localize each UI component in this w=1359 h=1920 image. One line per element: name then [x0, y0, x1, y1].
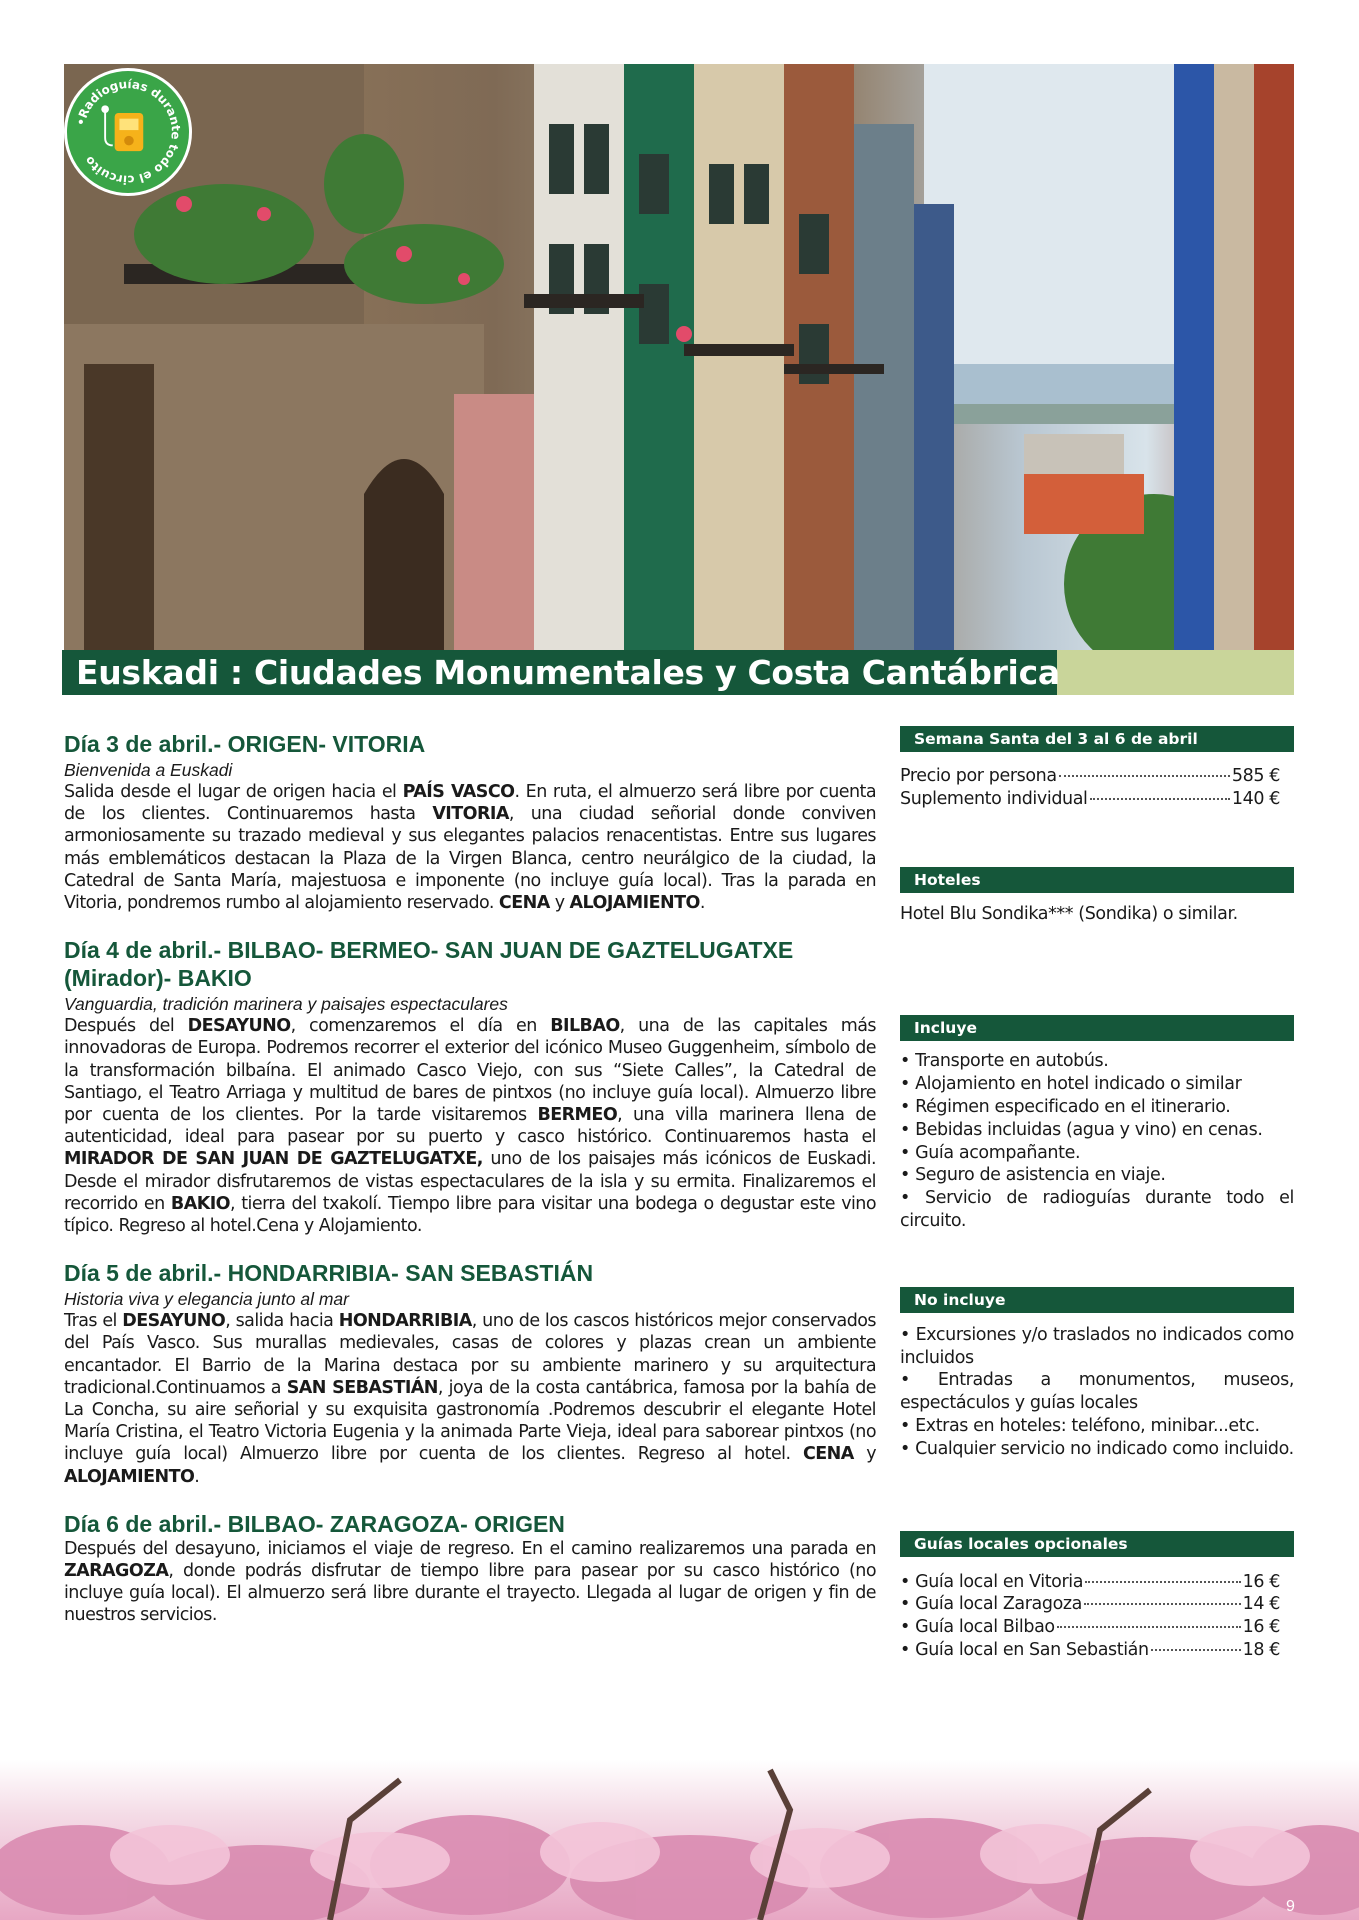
day-section [64, 1510, 876, 1627]
prices-list [900, 765, 1294, 811]
dot-leader [1090, 798, 1230, 800]
prices-heading: Semana Santa del 3 al 6 de abril [900, 726, 1294, 752]
day-heading: Día 4 de abril.- BILBAO- BERMEO- SAN JUAN DE GAZTELUGATXE (Mirador)- BAKIO [64, 937, 794, 992]
body-text: , donde podrás disfrutar de tiempo libre para pasear por su casco histórico (no incluye guía local). El almuerzo será libre durante el trayecto. Llegada al lugar de origen y fin de nuestros servicios. [64, 1561, 876, 1626]
day-subtitle: Bienvenida a Euskadi [64, 760, 233, 780]
excludes-list [900, 1324, 1294, 1461]
day-subtitle: Vanguardia, tradición marinera y paisajes espectaculares [64, 994, 508, 1015]
list-item: • Guía acompañante. [900, 1142, 1081, 1163]
row-label: • Guía local Zaragoza [900, 1594, 1082, 1615]
list-item: • Transporte en autobús. [900, 1051, 1109, 1072]
body-text: , uno de los cascos históricos mejor conservados del País Vasco. Sus murallas medievales, casas de colores y plazas crean un ambiente encantador. El Barrio de la Marina destaca por su ambiente marinero y su arquitectura tradicional.Continuamos a [64, 1311, 876, 1398]
cherry-blossom-footer [0, 1760, 1359, 1920]
body-text: , tierra del txakolí. Tiempo libre para visitar una bodega o degustar este vino típico. Regreso al hotel.Cena y Alojamiento. [64, 1193, 877, 1237]
list-item: • Bebidas incluidas (agua y vino) en cenas. [900, 1119, 1263, 1140]
radioguide-badge [64, 68, 192, 196]
highlight-text: DESAYUNO [187, 1016, 291, 1037]
day-heading: Día 6 de abril.- BILBAO- ZARAGOZA- ORIGEN [64, 1510, 565, 1537]
hotels-heading: Hoteles [900, 867, 1294, 893]
body-text: uno de los paisajes más icónicos de Euskadi. Desde el mirador disfrutaremos de vistas espectaculares de la isla y su ermita. Finalizaremos el recorrido en [64, 1149, 876, 1214]
body-text: , salida hacia [225, 1311, 339, 1332]
price-row [900, 1639, 1280, 1662]
body-text: Salida desde el lugar de origen hacia el [64, 782, 403, 802]
highlight-text: BERMEO [537, 1105, 618, 1126]
badge-text: •Radioguías durante todo el circuito [73, 77, 183, 187]
highlight-text: HONDARRIBIA [338, 1311, 472, 1332]
list-item: • Excursiones y/o traslados no indicados como incluidos [900, 1324, 1294, 1368]
body-text: . En ruta, el almuerzo será libre por cuenta de los clientes. Continuaremos hasta [64, 782, 876, 825]
body-text: , una ciudad señorial donde conviven armoniosamente su trazado medieval y sus elegantes palacios renacentistas. Entre sus lugares más emblemáticos destacan la Plaza de la Virgen Blanca, centro neurálgico de la ciudad, la Catedral de Santa María, majestuosa e imponente (no incluye guía local). Tras la parada en Vitoria, pondremos rumbo al alojamiento reservado. [64, 804, 876, 914]
title-accent-bar [1057, 650, 1294, 695]
info-column [900, 726, 1294, 1662]
hotels-text: Hotel Blu Sondika*** (Sondika) o similar. [900, 903, 1238, 924]
row-label: Suplemento individual [900, 788, 1088, 809]
dot-leader [1057, 1626, 1241, 1628]
page-number: 9 [1286, 1898, 1295, 1915]
highlight-text: MIRADOR DE SAN JUAN DE GAZTELUGATXE, [64, 1149, 483, 1170]
list-item: • Cualquier servicio no indicado como incluido. [900, 1438, 1294, 1459]
dot-leader [1151, 1649, 1241, 1651]
list-item: • Extras en hoteles: teléfono, minibar...etc. [900, 1415, 1260, 1436]
body-text: , una de las capitales más innovadoras de Europa. Podremos recorrer el exterior del icónico Museo Guggenheim, símbolo de la transformación bilbaína. El animado Casco Viejo, con sus “Siete Calles”, la Catedral de Santiago, el Teatro Arriaga y multitud de bares de pintxos (no incluye guía local). Almuerzo libre por cuenta de los clientes. Por la tarde visitaremos [64, 1016, 876, 1126]
body-text: , joya de la costa cantábrica, famosa por la bahía de La Concha, su aire señorial y su exquisita gastronomía .Podremos descubrir el elegante Hotel María Cristina, el Teatro Victoria Eugenia y la animada Parte Vieja, ideal para saborear pintxos (no incluye guía local) Almuerzo libre por cuenta de los clientes. Regreso al hotel. [64, 1377, 876, 1465]
hero-photo [64, 64, 1294, 650]
highlight-text: CENA [802, 1444, 854, 1465]
row-label: Precio por persona [900, 766, 1057, 786]
price-row [900, 1616, 1280, 1639]
highlight-text: VITORIA [432, 804, 509, 825]
dot-leader [1085, 1581, 1241, 1583]
dot-leader [1059, 775, 1230, 777]
guides-list [900, 1571, 1294, 1662]
highlight-text: BILBAO [550, 1016, 620, 1037]
row-value: 16 € [1242, 1571, 1280, 1592]
day-description [64, 781, 876, 914]
body-text: . [194, 1466, 200, 1487]
price-row [900, 1571, 1280, 1594]
day-description [64, 1310, 876, 1488]
day-section [64, 730, 876, 914]
body-text: Después del desayuno, iniciamos el viaje de regreso. En el camino realizaremos una parada en [64, 1538, 876, 1559]
row-label: • Guía local en San Sebastián [900, 1639, 1149, 1660]
excludes-heading: No incluye [900, 1287, 1294, 1313]
day-description [64, 1538, 876, 1627]
includes-list [900, 1050, 1294, 1232]
row-label: • Guía local Bilbao [900, 1617, 1055, 1638]
street-illustration [64, 64, 1294, 650]
body-text: , una villa marinera llena de autenticidad, ideal para pasear por su puerto y casco histórico. Continuaremos hasta el [64, 1105, 876, 1148]
price-row [900, 788, 1280, 811]
day-section [64, 936, 876, 1237]
row-value: 140 € [1231, 788, 1280, 809]
highlight-text: ALOJAMIENTO [64, 1466, 195, 1487]
highlight-text: CENA [498, 893, 550, 914]
list-item: • Servicio de radioguías durante todo el circuito. [900, 1188, 1294, 1231]
price-row [900, 1593, 1280, 1616]
radio-guide-icon [67, 71, 189, 193]
row-value: 585 € [1231, 766, 1280, 786]
highlight-text: ALOJAMIENTO [569, 893, 700, 914]
row-value: 18 € [1242, 1639, 1280, 1660]
dot-leader [1084, 1603, 1241, 1605]
highlight-text: PAÍS VASCO [402, 782, 515, 802]
itinerary [64, 730, 876, 1649]
row-value: 16 € [1242, 1617, 1280, 1638]
highlight-text: BAKIO [170, 1193, 231, 1214]
highlight-text: DESAYUNO [122, 1311, 226, 1332]
day-subtitle: Historia viva y elegancia junto al mar [64, 1289, 349, 1310]
page-title: Euskadi : Ciudades Monumentales y Costa Cantábrica [76, 653, 1060, 692]
highlight-text: ZARAGOZA [64, 1561, 169, 1582]
day-description [64, 1015, 876, 1237]
body-text: , comenzaremos el día en [290, 1016, 551, 1037]
day-heading: Día 5 de abril.- HONDARRIBIA- SAN SEBASTIÁN [64, 1260, 594, 1287]
list-item: • Alojamiento en hotel indicado o similar [900, 1074, 1242, 1095]
day-heading: Día 3 de abril.- ORIGEN- VITORIA [64, 731, 426, 757]
body-text: Después del [64, 1016, 188, 1037]
body-text: Tras el [64, 1311, 123, 1332]
row-value: 14 € [1242, 1594, 1280, 1615]
highlight-text: SAN SEBASTIÁN [286, 1377, 438, 1398]
body-text: y [853, 1444, 876, 1465]
blossom-illustration [0, 1760, 1359, 1920]
list-item: • Entradas a monumentos, museos, espectáculos y guías locales [900, 1370, 1294, 1414]
row-label: • Guía local en Vitoria [900, 1571, 1084, 1592]
price-row [900, 765, 1280, 788]
body-text: y [549, 893, 570, 914]
body-text: . [699, 893, 705, 914]
includes-heading: Incluye [900, 1015, 1294, 1041]
list-item: • Seguro de asistencia en viaje. [900, 1165, 1166, 1186]
list-item: • Régimen especificado en el itinerario. [900, 1096, 1231, 1117]
guides-heading: Guías locales opcionales [900, 1531, 1294, 1557]
day-section [64, 1259, 876, 1488]
